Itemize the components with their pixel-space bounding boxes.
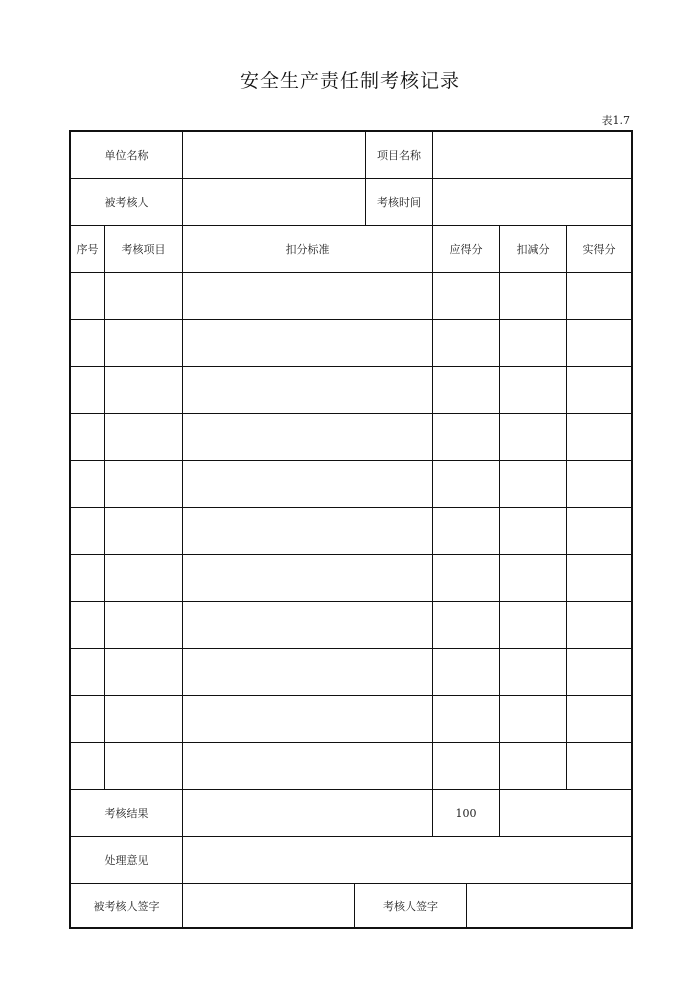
column-header-seq: 序号 xyxy=(76,243,99,256)
row-deduction-cell[interactable] xyxy=(500,461,566,507)
row-due-score-cell[interactable] xyxy=(433,414,499,460)
document-title: 安全生产责任制考核记录 xyxy=(239,70,460,92)
row-actual-score-cell[interactable] xyxy=(567,367,631,413)
row-item-cell[interactable] xyxy=(105,414,182,460)
row-due-score-cell[interactable] xyxy=(433,743,499,789)
row-due-score-cell[interactable] xyxy=(433,555,499,601)
unit-name-label: 单位名称 xyxy=(104,149,149,162)
row-seq-cell[interactable] xyxy=(71,649,104,695)
row-seq-cell[interactable] xyxy=(71,602,104,648)
row-deduction-cell[interactable] xyxy=(500,602,566,648)
row-item-cell[interactable] xyxy=(105,602,182,648)
row-criteria-cell[interactable] xyxy=(183,602,432,648)
row-due-score-cell[interactable] xyxy=(433,649,499,695)
row-item-cell[interactable] xyxy=(105,696,182,742)
column-header-deduction: 扣减分 xyxy=(516,243,550,256)
examinee-signature-field[interactable] xyxy=(183,884,354,927)
row-actual-score-cell[interactable] xyxy=(567,696,631,742)
row-actual-score-cell[interactable] xyxy=(567,414,631,460)
row-criteria-cell[interactable] xyxy=(183,414,432,460)
result-label: 考核结果 xyxy=(104,807,149,820)
row-deduction-cell[interactable] xyxy=(500,508,566,554)
examiner-signature-field[interactable] xyxy=(467,884,631,927)
row-deduction-cell[interactable] xyxy=(500,273,566,319)
row-seq-cell[interactable] xyxy=(71,273,104,319)
exam-time-label: 考核时间 xyxy=(377,196,421,209)
row-criteria-cell[interactable] xyxy=(183,461,432,507)
row-actual-score-cell[interactable] xyxy=(567,649,631,695)
unit-name-value[interactable] xyxy=(183,132,365,178)
column-header-criteria: 扣分标准 xyxy=(285,243,330,256)
row-seq-cell[interactable] xyxy=(71,414,104,460)
row-item-cell[interactable] xyxy=(105,461,182,507)
row-seq-cell[interactable] xyxy=(71,508,104,554)
row-due-score-cell[interactable] xyxy=(433,508,499,554)
row-criteria-cell[interactable] xyxy=(183,696,432,742)
row-due-score-cell[interactable] xyxy=(433,602,499,648)
row-deduction-cell[interactable] xyxy=(500,367,566,413)
row-deduction-cell[interactable] xyxy=(500,320,566,366)
row-item-cell[interactable] xyxy=(105,273,182,319)
column-header-due-score: 应得分 xyxy=(449,243,483,256)
row-actual-score-cell[interactable] xyxy=(567,320,631,366)
row-deduction-cell[interactable] xyxy=(500,696,566,742)
exam-time-value[interactable] xyxy=(433,179,631,225)
row-seq-cell[interactable] xyxy=(71,696,104,742)
row-deduction-cell[interactable] xyxy=(500,414,566,460)
project-name-value[interactable] xyxy=(433,132,631,178)
row-actual-score-cell[interactable] xyxy=(567,508,631,554)
row-seq-cell[interactable] xyxy=(71,320,104,366)
examiner-signature-label: 考核人签字 xyxy=(383,899,438,913)
row-criteria-cell[interactable] xyxy=(183,273,432,319)
row-deduction-cell[interactable] xyxy=(500,555,566,601)
row-item-cell[interactable] xyxy=(105,649,182,695)
column-header-item: 考核项目 xyxy=(121,243,166,256)
result-value[interactable] xyxy=(183,790,432,836)
row-actual-score-cell[interactable] xyxy=(567,461,631,507)
opinion-value[interactable] xyxy=(183,837,631,883)
row-seq-cell[interactable] xyxy=(71,367,104,413)
row-item-cell[interactable] xyxy=(105,367,182,413)
row-criteria-cell[interactable] xyxy=(183,367,432,413)
row-seq-cell[interactable] xyxy=(71,461,104,507)
row-criteria-cell[interactable] xyxy=(183,649,432,695)
examinee-label: 被考核人 xyxy=(104,196,149,209)
result-total-score: 100 xyxy=(455,806,477,820)
row-item-cell[interactable] xyxy=(105,508,182,554)
row-due-score-cell[interactable] xyxy=(433,461,499,507)
row-seq-cell[interactable] xyxy=(71,555,104,601)
row-actual-score-cell[interactable] xyxy=(567,273,631,319)
row-criteria-cell[interactable] xyxy=(183,555,432,601)
table-number: 表1.7 xyxy=(601,114,630,127)
row-due-score-cell[interactable] xyxy=(433,367,499,413)
row-due-score-cell[interactable] xyxy=(433,320,499,366)
row-criteria-cell[interactable] xyxy=(183,320,432,366)
row-deduction-cell[interactable] xyxy=(500,743,566,789)
project-name-label: 项目名称 xyxy=(377,149,421,162)
assessment-form xyxy=(69,130,633,929)
row-deduction-cell[interactable] xyxy=(500,649,566,695)
row-item-cell[interactable] xyxy=(105,555,182,601)
examinee-value[interactable] xyxy=(183,179,365,225)
row-seq-cell[interactable] xyxy=(71,743,104,789)
row-criteria-cell[interactable] xyxy=(183,508,432,554)
row-item-cell[interactable] xyxy=(105,743,182,789)
opinion-label: 处理意见 xyxy=(104,854,149,867)
row-actual-score-cell[interactable] xyxy=(567,602,631,648)
column-header-actual-score: 实得分 xyxy=(582,243,616,256)
row-actual-score-cell[interactable] xyxy=(567,555,631,601)
row-actual-score-cell[interactable] xyxy=(567,743,631,789)
row-criteria-cell[interactable] xyxy=(183,743,432,789)
result-actual-total[interactable] xyxy=(500,790,631,836)
row-item-cell[interactable] xyxy=(105,320,182,366)
row-due-score-cell[interactable] xyxy=(433,696,499,742)
examinee-signature-label: 被考核人签字 xyxy=(93,899,160,913)
row-due-score-cell[interactable] xyxy=(433,273,499,319)
